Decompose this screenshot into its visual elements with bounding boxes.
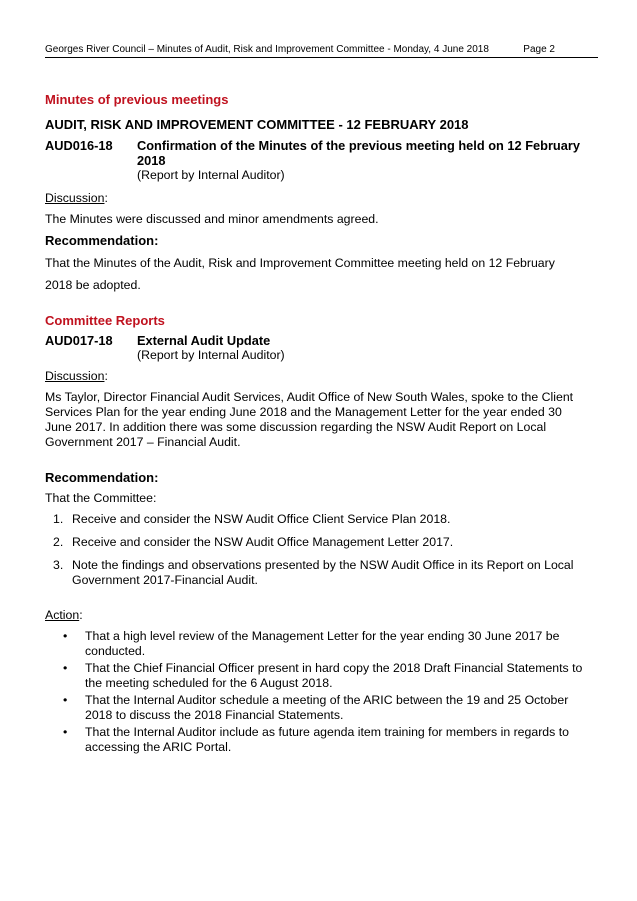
action-item <box>45 693 595 723</box>
header-title: Georges River Council – Minutes of Audit, Risk and Improvement Committee - Monday, 4 June 2018 <box>45 44 489 55</box>
action-label: Action <box>45 608 80 622</box>
item-code: AUD016-18 <box>45 138 113 153</box>
action-item <box>45 661 595 691</box>
agenda-item-aud016 <box>45 138 595 183</box>
bullet-icon: • <box>63 693 68 707</box>
recommendation-text-line1: That the Minutes of the Audit, Risk and Improvement Committee meeting held on 12 February <box>45 256 555 270</box>
action-text: That a high level review of the Management Letter for the year ending 30 June 2017 be conducted. <box>85 629 560 658</box>
item-title: External Audit Update <box>137 333 271 348</box>
recommendation-heading: Recommendation: <box>45 233 159 248</box>
item-report-by: (Report by Internal Auditor) <box>137 168 285 182</box>
recommendation-list <box>45 512 595 588</box>
bullet-icon: • <box>63 661 68 675</box>
item-report-by: (Report by Internal Auditor) <box>137 348 285 362</box>
recommendation-text: Note the findings and observations presented by the NSW Audit Office in its Report on Local Government 2017-Financial Audit. <box>72 558 574 587</box>
recommendation-text-line2: 2018 be adopted. <box>45 278 141 292</box>
action-item <box>45 725 595 755</box>
recommendation-text: Receive and consider the NSW Audit Office Management Letter 2017. <box>72 535 454 549</box>
discussion-label: Discussion <box>45 369 105 383</box>
recommendation-intro: That the Committee: <box>45 491 157 505</box>
action-heading: Action: <box>45 608 83 622</box>
discussion-text: Ms Taylor, Director Financial Audit Services, Audit Office of New South Wales, spoke to the Client Services Plan for the year ending June 2018 and the Management Letter for the year ended 30 June 2017. In addition there was some discussion regarding the NSW Audit Report on Local Government 2017 – Financial Audit. <box>45 390 574 449</box>
document-body <box>45 92 595 755</box>
discussion-heading: Discussion: <box>45 369 108 383</box>
recommendation-number: 3. <box>53 558 64 572</box>
agenda-item-aud017 <box>45 333 595 363</box>
meeting-subheading: AUDIT, RISK AND IMPROVEMENT COMMITTEE - 12 FEBRUARY 2018 <box>45 117 469 132</box>
page-header <box>45 44 597 56</box>
recommendation-number: 2. <box>53 535 64 549</box>
recommendation-number: 1. <box>53 512 64 526</box>
header-divider <box>45 57 598 58</box>
item-title: Confirmation of the Minutes of the previous meeting held on 12 February 2018 <box>137 138 580 168</box>
item-code: AUD017-18 <box>45 333 113 348</box>
recommendation-text: Receive and consider the NSW Audit Office Client Service Plan 2018. <box>72 512 451 526</box>
action-item <box>45 629 595 659</box>
recommendation-heading: Recommendation: <box>45 470 159 485</box>
discussion-text: The Minutes were discussed and minor amendments agreed. <box>45 212 379 226</box>
section-title-committee-reports: Committee Reports <box>45 313 165 328</box>
action-text: That the Internal Auditor include as future agenda item training for members in regards to accessing the ARIC Portal. <box>85 725 569 754</box>
page-number: Page 2 <box>523 44 555 55</box>
action-list <box>45 629 595 755</box>
bullet-icon: • <box>63 629 68 643</box>
discussion-heading: Discussion: <box>45 191 108 205</box>
bullet-icon: • <box>63 725 68 739</box>
action-text: That the Chief Financial Officer present in hard copy the 2018 Draft Financial Statements to the meeting scheduled for the 6 August 2018. <box>85 661 583 690</box>
section-title-previous-minutes: Minutes of previous meetings <box>45 92 229 107</box>
action-text: That the Internal Auditor schedule a meeting of the ARIC between the 19 and 25 October 2018 to discuss the 2018 Financial Statements. <box>85 693 569 722</box>
recommendation-item <box>45 535 595 550</box>
recommendation-item <box>45 512 595 527</box>
recommendation-item <box>45 558 595 588</box>
discussion-label: Discussion <box>45 191 105 205</box>
